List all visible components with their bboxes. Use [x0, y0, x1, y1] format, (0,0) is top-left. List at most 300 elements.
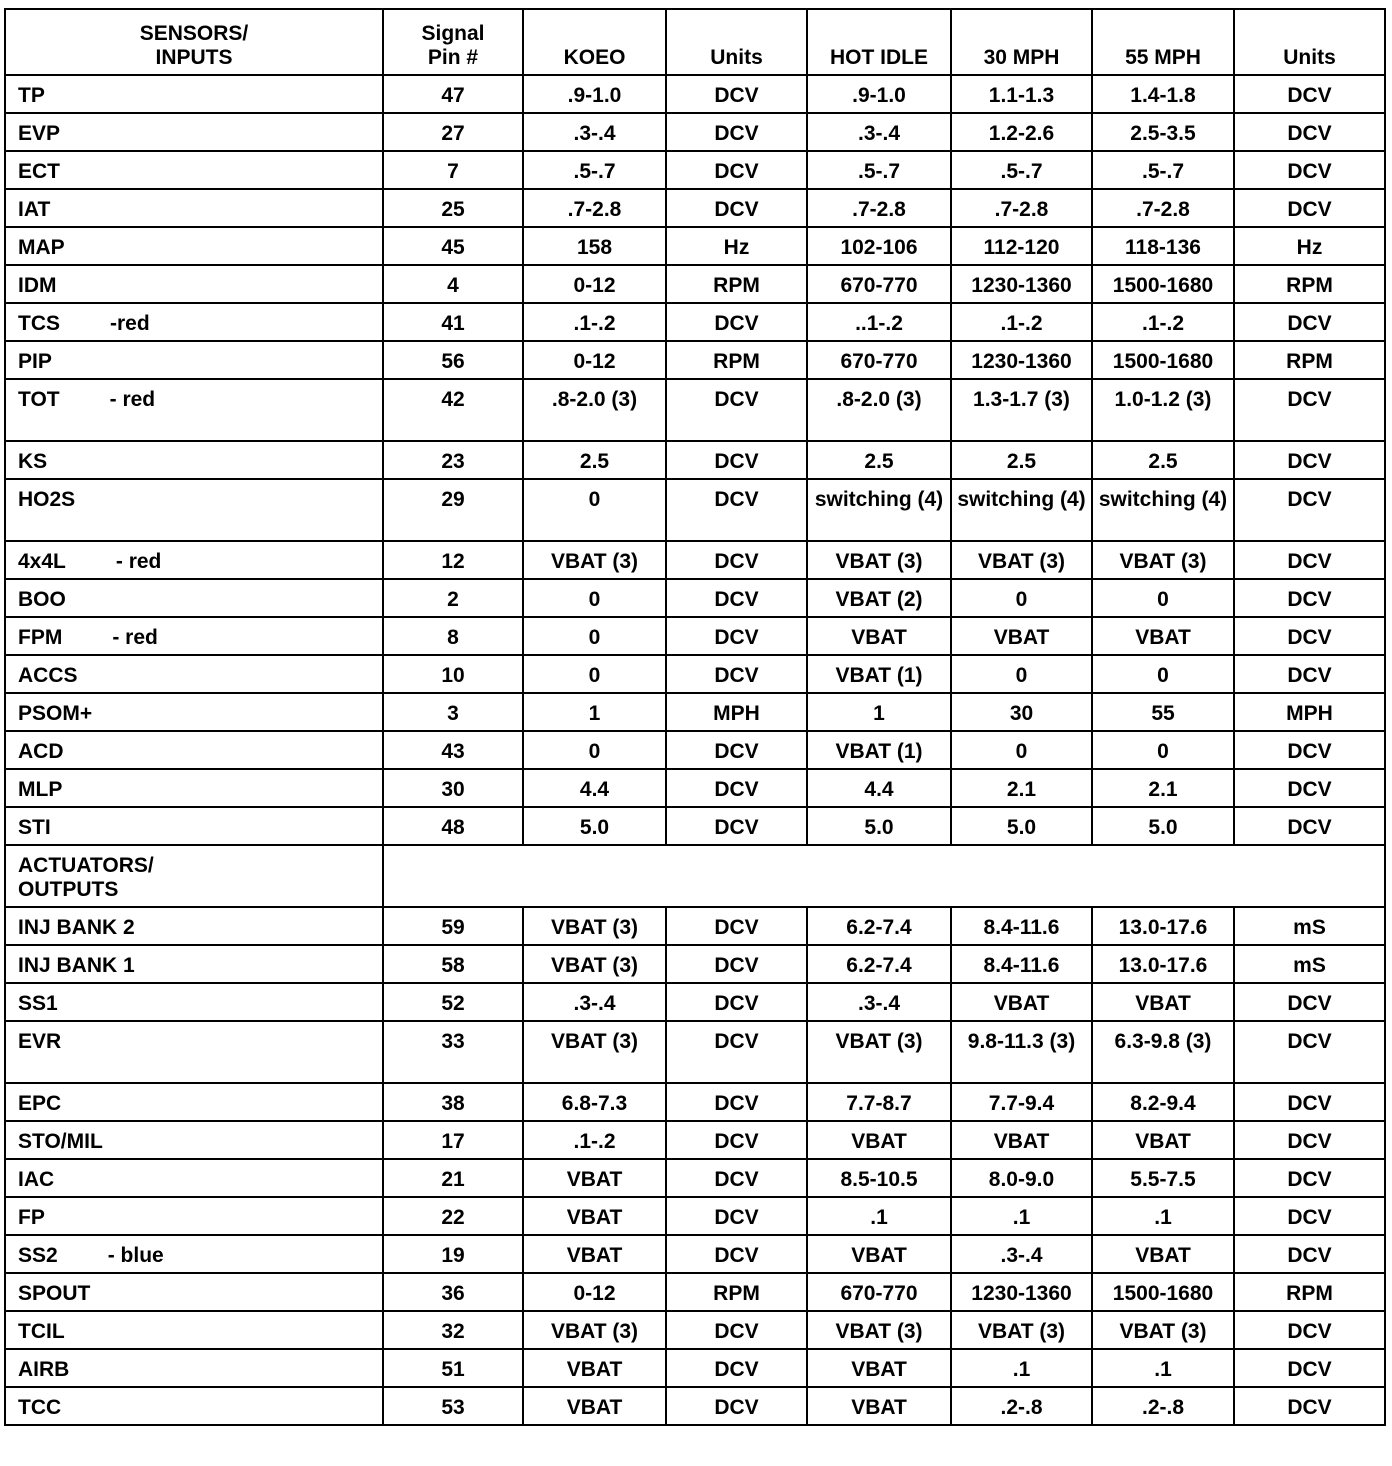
pin-cell: 2 — [383, 579, 523, 617]
table-row — [5, 479, 1385, 541]
actuators-header-row — [5, 845, 1385, 907]
pin-cell: 56 — [383, 341, 523, 379]
pin-cell: 43 — [383, 731, 523, 769]
table-row — [5, 341, 1385, 379]
mph55-cell: 13.0-17.6 — [1092, 907, 1234, 945]
hot-idle-cell: 670-770 — [807, 1273, 951, 1311]
header-line: 30 MPH — [983, 46, 1060, 69]
row-name: KS — [18, 450, 48, 473]
row-name: FP — [18, 1206, 45, 1229]
row-name: BOO — [18, 588, 66, 611]
section-spacer — [383, 845, 1385, 907]
table-row — [5, 1273, 1385, 1311]
units-cell: DCV — [666, 75, 807, 113]
mph30-cell: 1.1-1.3 — [951, 75, 1092, 113]
units2-cell: DCV — [1234, 1197, 1385, 1235]
table-row — [5, 75, 1385, 113]
koeo-cell: VBAT — [523, 1349, 666, 1387]
units2-cell: mS — [1234, 907, 1385, 945]
row-label — [5, 189, 383, 227]
koeo-cell: .8-2.0 (3) — [523, 379, 666, 441]
units-cell: DCV — [666, 1235, 807, 1273]
header-55-mph — [1092, 9, 1234, 75]
hot-idle-cell: VBAT — [807, 1121, 951, 1159]
mph30-cell: .1 — [951, 1197, 1092, 1235]
mph30-cell: VBAT (3) — [951, 541, 1092, 579]
wire-color-tag: - red — [115, 550, 162, 573]
units-cell: DCV — [666, 541, 807, 579]
mph30-cell: 9.8-11.3 (3) — [951, 1021, 1092, 1083]
pin-cell: 51 — [383, 1349, 523, 1387]
row-name: SPOUT — [18, 1282, 91, 1305]
units2-cell: DCV — [1234, 75, 1385, 113]
hot-idle-cell: VBAT (3) — [807, 1311, 951, 1349]
mph55-cell: .1 — [1092, 1197, 1234, 1235]
mph30-cell: 5.0 — [951, 807, 1092, 845]
hot-idle-cell: 670-770 — [807, 341, 951, 379]
table-row — [5, 807, 1385, 845]
mph30-cell: switching (4) — [951, 479, 1092, 541]
row-name: SS1 — [18, 992, 58, 1015]
hot-idle-cell: 8.5-10.5 — [807, 1159, 951, 1197]
section-label-line: OUTPUTS — [18, 878, 119, 901]
koeo-cell: VBAT — [523, 1235, 666, 1273]
actuators-outputs-label — [5, 845, 383, 907]
table-row — [5, 655, 1385, 693]
hot-idle-cell: .1 — [807, 1197, 951, 1235]
row-label — [5, 441, 383, 479]
units2-cell: DCV — [1234, 807, 1385, 845]
mph55-cell: 5.0 — [1092, 807, 1234, 845]
row-name: INJ BANK 1 — [18, 954, 135, 977]
wire-color-tag: -red — [110, 312, 150, 335]
units-cell: DCV — [666, 731, 807, 769]
header-line: SENSORS/ — [139, 22, 249, 45]
table-row — [5, 907, 1385, 945]
table-row — [5, 1387, 1385, 1425]
pin-cell: 23 — [383, 441, 523, 479]
row-label — [5, 265, 383, 303]
hot-idle-cell: 102-106 — [807, 227, 951, 265]
mph55-cell: .5-.7 — [1092, 151, 1234, 189]
row-label — [5, 579, 383, 617]
units-cell: DCV — [666, 1311, 807, 1349]
koeo-cell: 5.0 — [523, 807, 666, 845]
hot-idle-cell: 6.2-7.4 — [807, 907, 951, 945]
row-name: SS2 — [18, 1244, 58, 1267]
units-cell: DCV — [666, 1121, 807, 1159]
row-name: ACD — [18, 740, 64, 763]
mph55-cell: VBAT — [1092, 617, 1234, 655]
header-units — [666, 9, 807, 75]
koeo-cell: 2.5 — [523, 441, 666, 479]
row-name: EPC — [18, 1092, 62, 1115]
hot-idle-cell: .7-2.8 — [807, 189, 951, 227]
row-name: IAT — [18, 198, 51, 221]
hot-idle-cell: VBAT (3) — [807, 1021, 951, 1083]
row-label — [5, 807, 383, 845]
mph30-cell: 1230-1360 — [951, 1273, 1092, 1311]
units-cell: DCV — [666, 1197, 807, 1235]
units-cell: DCV — [666, 907, 807, 945]
pin-cell: 48 — [383, 807, 523, 845]
section-label-line: ACTUATORS/ — [18, 854, 154, 877]
mph30-cell: 0 — [951, 655, 1092, 693]
hot-idle-cell: ..1-.2 — [807, 303, 951, 341]
table-row — [5, 441, 1385, 479]
units-cell: DCV — [666, 1021, 807, 1083]
header-30-mph — [951, 9, 1092, 75]
units2-cell: DCV — [1234, 151, 1385, 189]
units-cell: DCV — [666, 945, 807, 983]
row-label — [5, 731, 383, 769]
mph55-cell: 2.1 — [1092, 769, 1234, 807]
pin-cell: 19 — [383, 1235, 523, 1273]
table-row — [5, 617, 1385, 655]
koeo-cell: VBAT (3) — [523, 907, 666, 945]
pin-cell: 3 — [383, 693, 523, 731]
table-row — [5, 1197, 1385, 1235]
hot-idle-cell: 7.7-8.7 — [807, 1083, 951, 1121]
mph55-cell: 1500-1680 — [1092, 341, 1234, 379]
units-cell: RPM — [666, 265, 807, 303]
row-label — [5, 983, 383, 1021]
header-line: Units — [1283, 46, 1336, 69]
sensors-section — [5, 75, 1385, 845]
units-cell: DCV — [666, 1083, 807, 1121]
row-label — [5, 379, 383, 441]
mph55-cell: 118-136 — [1092, 227, 1234, 265]
hot-idle-cell: .5-.7 — [807, 151, 951, 189]
koeo-cell: .3-.4 — [523, 983, 666, 1021]
mph30-cell: VBAT (3) — [951, 1311, 1092, 1349]
koeo-cell: 0 — [523, 579, 666, 617]
mph55-cell: 2.5-3.5 — [1092, 113, 1234, 151]
pin-cell: 36 — [383, 1273, 523, 1311]
mph30-cell: .2-.8 — [951, 1387, 1092, 1425]
pin-cell: 17 — [383, 1121, 523, 1159]
units-cell: DCV — [666, 1159, 807, 1197]
row-name: IAC — [18, 1168, 55, 1191]
row-label — [5, 341, 383, 379]
units2-cell: MPH — [1234, 693, 1385, 731]
koeo-cell: .7-2.8 — [523, 189, 666, 227]
koeo-cell: VBAT — [523, 1387, 666, 1425]
units2-cell: DCV — [1234, 189, 1385, 227]
row-name: MLP — [18, 778, 63, 801]
pin-cell: 38 — [383, 1083, 523, 1121]
table-row — [5, 189, 1385, 227]
table-row — [5, 1083, 1385, 1121]
table-row — [5, 983, 1385, 1021]
row-name: HO2S — [18, 488, 76, 511]
row-name: IDM — [18, 274, 57, 297]
pin-cell: 47 — [383, 75, 523, 113]
row-label — [5, 1311, 383, 1349]
mph55-cell: 1500-1680 — [1092, 265, 1234, 303]
koeo-cell: 0 — [523, 655, 666, 693]
hot-idle-cell: .8-2.0 (3) — [807, 379, 951, 441]
mph55-cell: 0 — [1092, 731, 1234, 769]
mph55-cell: 8.2-9.4 — [1092, 1083, 1234, 1121]
row-label — [5, 693, 383, 731]
row-name: STI — [18, 816, 51, 839]
table-row — [5, 1311, 1385, 1349]
mph55-cell: switching (4) — [1092, 479, 1234, 541]
table-row — [5, 693, 1385, 731]
mph30-cell: 8.0-9.0 — [951, 1159, 1092, 1197]
units-cell: DCV — [666, 1387, 807, 1425]
units-cell: DCV — [666, 807, 807, 845]
mph30-cell: 0 — [951, 731, 1092, 769]
hot-idle-cell: VBAT — [807, 617, 951, 655]
units2-cell: mS — [1234, 945, 1385, 983]
pin-cell: 42 — [383, 379, 523, 441]
table-row — [5, 1235, 1385, 1273]
hot-idle-cell: 6.2-7.4 — [807, 945, 951, 983]
units2-cell: DCV — [1234, 731, 1385, 769]
koeo-cell: VBAT (3) — [523, 1311, 666, 1349]
row-label — [5, 1235, 383, 1273]
pin-cell: 12 — [383, 541, 523, 579]
pin-cell: 22 — [383, 1197, 523, 1235]
pin-cell: 32 — [383, 1311, 523, 1349]
pin-cell: 59 — [383, 907, 523, 945]
hot-idle-cell: VBAT (1) — [807, 655, 951, 693]
row-label — [5, 303, 383, 341]
row-label — [5, 75, 383, 113]
units2-cell: DCV — [1234, 113, 1385, 151]
header-units-2 — [1234, 9, 1385, 75]
hot-idle-cell: VBAT (3) — [807, 541, 951, 579]
pin-cell: 25 — [383, 189, 523, 227]
units2-cell: DCV — [1234, 303, 1385, 341]
hot-idle-cell: .3-.4 — [807, 983, 951, 1021]
mph30-cell: .1 — [951, 1349, 1092, 1387]
row-name: EVR — [18, 1030, 62, 1053]
wire-color-tag: - red — [109, 388, 156, 411]
units2-cell: DCV — [1234, 441, 1385, 479]
mph30-cell: 2.5 — [951, 441, 1092, 479]
mph55-cell: 0 — [1092, 655, 1234, 693]
mph30-cell: 1230-1360 — [951, 341, 1092, 379]
koeo-cell: 0-12 — [523, 265, 666, 303]
mph30-cell: VBAT — [951, 1121, 1092, 1159]
table-row — [5, 1349, 1385, 1387]
pin-cell: 10 — [383, 655, 523, 693]
units-cell: DCV — [666, 579, 807, 617]
hot-idle-cell: switching (4) — [807, 479, 951, 541]
mph30-cell: VBAT — [951, 983, 1092, 1021]
mph55-cell: 6.3-9.8 (3) — [1092, 1021, 1234, 1083]
table-row — [5, 379, 1385, 441]
mph55-cell: 13.0-17.6 — [1092, 945, 1234, 983]
row-name: ACCS — [18, 664, 78, 687]
row-label — [5, 1083, 383, 1121]
mph30-cell: .7-2.8 — [951, 189, 1092, 227]
header-line: Pin # — [427, 46, 479, 69]
units2-cell: RPM — [1234, 265, 1385, 303]
units2-cell: DCV — [1234, 541, 1385, 579]
wire-color-tag: - red — [112, 626, 158, 649]
units-cell: DCV — [666, 617, 807, 655]
row-name: TCC — [18, 1396, 62, 1419]
pin-cell: 53 — [383, 1387, 523, 1425]
pin-cell: 41 — [383, 303, 523, 341]
koeo-cell: VBAT (3) — [523, 945, 666, 983]
koeo-cell: .3-.4 — [523, 113, 666, 151]
units2-cell: RPM — [1234, 341, 1385, 379]
koeo-cell: VBAT — [523, 1159, 666, 1197]
mph55-cell: 1.0-1.2 (3) — [1092, 379, 1234, 441]
units-cell: RPM — [666, 341, 807, 379]
units-cell: DCV — [666, 769, 807, 807]
table-row — [5, 541, 1385, 579]
row-name: FPM — [18, 626, 63, 649]
pin-cell: 45 — [383, 227, 523, 265]
mph30-cell: 8.4-11.6 — [951, 907, 1092, 945]
koeo-cell: .5-.7 — [523, 151, 666, 189]
mph30-cell: 1.3-1.7 (3) — [951, 379, 1092, 441]
row-name: ECT — [18, 160, 60, 183]
header-line: HOT IDLE — [830, 46, 928, 69]
koeo-cell: .9-1.0 — [523, 75, 666, 113]
actuators-section-header — [5, 845, 1385, 907]
row-label — [5, 1349, 383, 1387]
mph30-cell: 1.2-2.6 — [951, 113, 1092, 151]
table-row — [5, 227, 1385, 265]
row-name: PSOM+ — [18, 702, 93, 725]
row-name: MAP — [18, 236, 65, 259]
units2-cell: DCV — [1234, 1235, 1385, 1273]
mph30-cell: .5-.7 — [951, 151, 1092, 189]
units-cell: DCV — [666, 303, 807, 341]
units-cell: DCV — [666, 379, 807, 441]
pin-cell: 33 — [383, 1021, 523, 1083]
units-cell: RPM — [666, 1273, 807, 1311]
units2-cell: DCV — [1234, 655, 1385, 693]
table-row — [5, 1121, 1385, 1159]
mph30-cell: .3-.4 — [951, 1235, 1092, 1273]
mph55-cell: 0 — [1092, 579, 1234, 617]
row-name: TCIL — [18, 1320, 65, 1343]
hot-idle-cell: VBAT (1) — [807, 731, 951, 769]
table-row — [5, 769, 1385, 807]
units-cell: DCV — [666, 441, 807, 479]
table-row — [5, 945, 1385, 983]
row-label — [5, 617, 383, 655]
hot-idle-cell: VBAT — [807, 1235, 951, 1273]
units2-cell: DCV — [1234, 1349, 1385, 1387]
mph30-cell: 30 — [951, 693, 1092, 731]
actuators-section — [5, 907, 1385, 1425]
mph30-cell: VBAT — [951, 617, 1092, 655]
mph55-cell: VBAT — [1092, 1235, 1234, 1273]
units2-cell: DCV — [1234, 1083, 1385, 1121]
units2-cell: Hz — [1234, 227, 1385, 265]
mph55-cell: 55 — [1092, 693, 1234, 731]
row-label — [5, 1159, 383, 1197]
koeo-cell: 0 — [523, 731, 666, 769]
mph30-cell: 1230-1360 — [951, 265, 1092, 303]
row-name: TCS — [18, 312, 60, 335]
units2-cell: DCV — [1234, 983, 1385, 1021]
row-name: 4x4L — [18, 550, 66, 573]
hot-idle-cell: VBAT — [807, 1387, 951, 1425]
mph55-cell: VBAT (3) — [1092, 1311, 1234, 1349]
hot-idle-cell: 670-770 — [807, 265, 951, 303]
mph55-cell: .1 — [1092, 1349, 1234, 1387]
mph55-cell: .7-2.8 — [1092, 189, 1234, 227]
units2-cell: DCV — [1234, 1387, 1385, 1425]
row-label — [5, 1197, 383, 1235]
row-label — [5, 1273, 383, 1311]
units-cell: DCV — [666, 1349, 807, 1387]
header-line: 55 MPH — [1125, 46, 1201, 69]
table-row — [5, 1159, 1385, 1197]
units-cell: DCV — [666, 479, 807, 541]
mph55-cell: VBAT — [1092, 983, 1234, 1021]
header-row — [5, 9, 1385, 75]
koeo-cell: .1-.2 — [523, 1121, 666, 1159]
header-koeo — [523, 9, 666, 75]
header-line: INPUTS — [155, 46, 233, 69]
row-label — [5, 227, 383, 265]
hot-idle-cell: .9-1.0 — [807, 75, 951, 113]
pin-cell: 8 — [383, 617, 523, 655]
row-label — [5, 1387, 383, 1425]
row-name: TOT — [18, 388, 60, 411]
table-row — [5, 579, 1385, 617]
units2-cell: RPM — [1234, 1273, 1385, 1311]
row-name: AIRB — [18, 1358, 70, 1381]
pin-cell: 7 — [383, 151, 523, 189]
hot-idle-cell: VBAT (2) — [807, 579, 951, 617]
header-line: Units — [710, 46, 763, 69]
row-label — [5, 655, 383, 693]
koeo-cell: 0 — [523, 617, 666, 655]
row-name: PIP — [18, 350, 52, 373]
koeo-cell: VBAT — [523, 1197, 666, 1235]
pin-cell: 30 — [383, 769, 523, 807]
units2-cell: DCV — [1234, 1121, 1385, 1159]
row-name: STO/MIL — [18, 1130, 103, 1153]
row-label — [5, 1121, 383, 1159]
mph55-cell: VBAT — [1092, 1121, 1234, 1159]
header-sensors-inputs — [5, 9, 383, 75]
units-cell: DCV — [666, 189, 807, 227]
reference-values-table — [4, 8, 1386, 1426]
units2-cell: DCV — [1234, 1021, 1385, 1083]
hot-idle-cell: VBAT — [807, 1349, 951, 1387]
mph55-cell: 5.5-7.5 — [1092, 1159, 1234, 1197]
pin-cell: 4 — [383, 265, 523, 303]
units2-cell: DCV — [1234, 479, 1385, 541]
row-name: TP — [18, 84, 45, 107]
koeo-cell: 6.8-7.3 — [523, 1083, 666, 1121]
units-cell: MPH — [666, 693, 807, 731]
header-signal-pin — [383, 9, 523, 75]
units2-cell: DCV — [1234, 579, 1385, 617]
pin-cell: 58 — [383, 945, 523, 983]
mph55-cell: .2-.8 — [1092, 1387, 1234, 1425]
mph55-cell: .1-.2 — [1092, 303, 1234, 341]
table-row — [5, 113, 1385, 151]
koeo-cell: VBAT (3) — [523, 1021, 666, 1083]
hot-idle-cell: 1 — [807, 693, 951, 731]
row-name: EVP — [18, 122, 61, 145]
pin-cell: 52 — [383, 983, 523, 1021]
